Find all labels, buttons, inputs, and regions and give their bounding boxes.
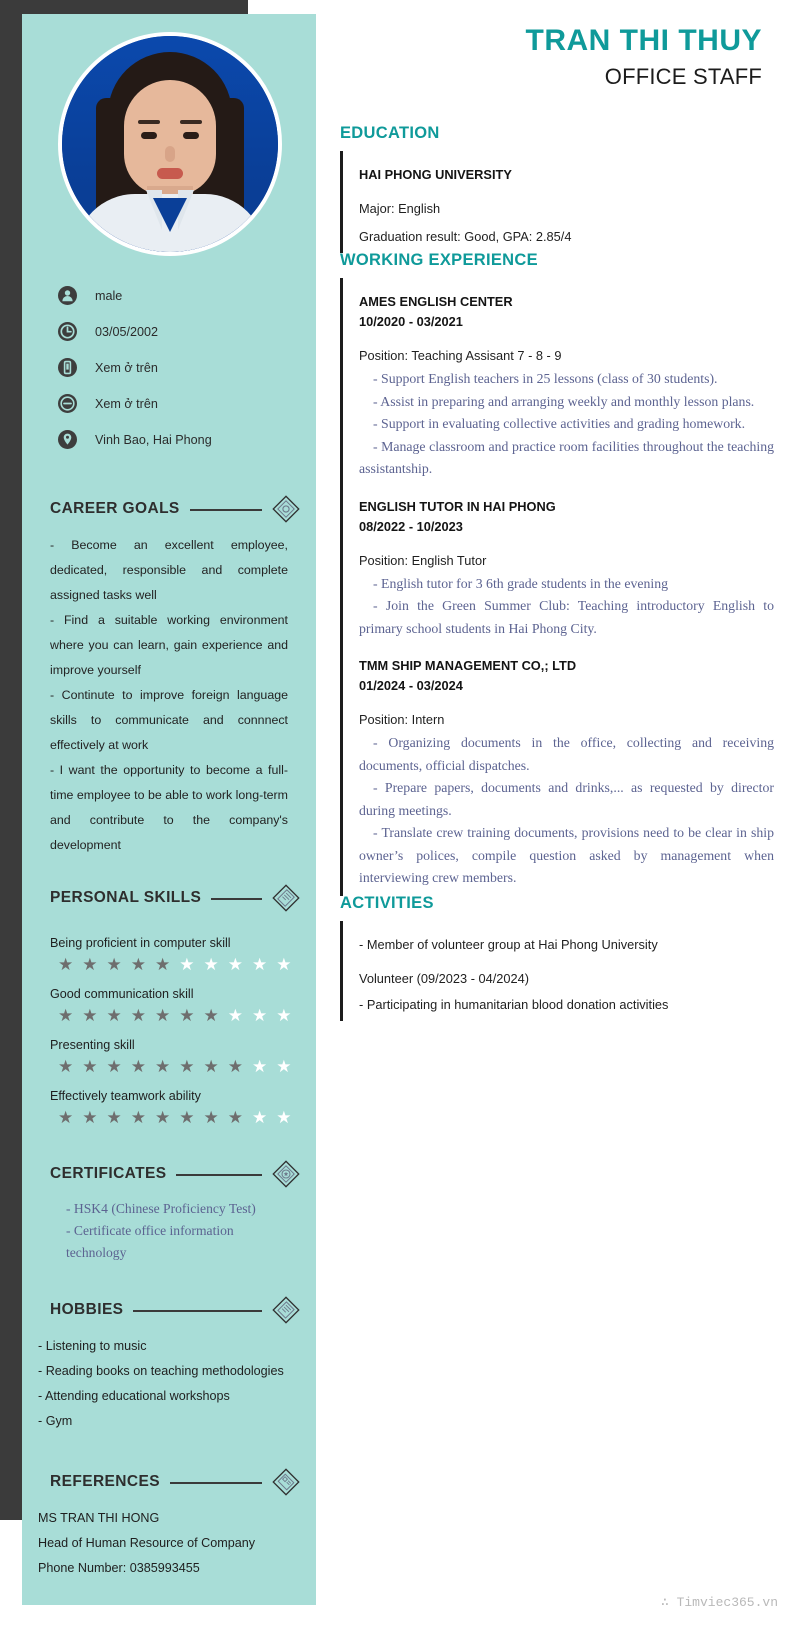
star-icon: ★ [203,1006,219,1025]
skill-label: Good communication skill [50,987,194,1001]
section-title: CERTIFICATES [50,1165,167,1182]
star-icon: ★ [155,955,171,974]
section-header [36,884,302,912]
activities-block [340,921,780,1021]
section-title: PERSONAL SKILLS [50,889,202,906]
star-icon: ★ [106,1057,122,1076]
education-line: Major: English [359,201,441,216]
job-date: 01/2024 - 03/2024 [359,678,463,693]
hobby-item: - Reading books on teaching methodologies [38,1364,284,1378]
job-position: Position: Intern [359,712,445,727]
skill-item [50,1038,292,1076]
education-line: Graduation result: Good, GPA: 2.85/4 [359,229,572,244]
hobbies-body [36,1324,302,1434]
star-icon: ★ [130,955,146,974]
portrait-face [124,80,216,196]
contact-value: 03/05/2002 [95,324,159,339]
job-bullets [359,732,774,890]
star-icon: ★ [252,1006,268,1025]
header [340,0,780,90]
school-name: HAI PHONG UNIVERSITY [359,167,512,182]
section-title: WORKING EXPERIENCE [340,251,538,269]
diamond-ornament-icon [272,884,300,912]
contact-row [58,358,320,377]
star-icon: ★ [252,1108,268,1127]
section-education [340,124,780,253]
star-icon: ★ [155,1057,171,1076]
star-icon: ★ [106,1108,122,1127]
star-icon: ★ [130,1006,146,1025]
contact-list [58,286,320,466]
job-bullet: - Organizing documents in the office, collecting and receiving documents, official dispatches. [359,735,774,773]
contact-row [58,286,320,305]
hobby-item: - Attending educational workshops [38,1389,230,1403]
activity-line: Volunteer (09/2023 - 04/2024) [359,970,530,986]
section-title: HOBBIES [50,1301,124,1318]
star-icon: ★ [130,1108,146,1127]
activity-line: - Participating in humanitarian blood donation activities [359,996,669,1012]
diamond-ornament-icon [272,495,300,523]
references-body [36,1496,302,1581]
section-references [36,1468,302,1581]
star-icon: ★ [82,1057,98,1076]
skill-rating [50,1006,292,1025]
job-date: 08/2022 - 10/2023 [359,518,463,534]
person-icon [58,286,77,305]
job-position: Position: English Tutor [359,552,487,568]
star-icon: ★ [179,955,195,974]
job-org: ENGLISH TUTOR IN HAI PHONG [359,498,556,514]
hobby-item: - Listening to music [38,1339,147,1353]
certificates-body [36,1188,302,1264]
reference-line: Head of Human Resource of Company [38,1536,256,1550]
career-goals-body [36,523,302,858]
section-activities [340,894,780,1021]
star-icon: ★ [227,1006,243,1025]
section-rule [211,898,262,900]
main-column [340,0,780,1021]
location-icon [58,430,77,449]
section-working-experience [340,251,780,896]
skill-label: Presenting skill [50,1038,135,1052]
sidebar [22,14,316,1605]
star-icon: ★ [58,1108,74,1127]
education-block [340,151,780,253]
avatar [58,32,282,256]
section-header [36,495,302,523]
star-icon: ★ [203,1108,219,1127]
skill-item [50,936,292,974]
section-rule [170,1482,262,1484]
star-icon: ★ [82,1108,98,1127]
star-icon: ★ [203,955,219,974]
job-bullets [359,573,774,641]
career-goal-item: - I want the opportunity to become a full-time employee to be able to work long-term and contribute to the company's development [50,763,288,852]
star-icon: ★ [227,955,243,974]
job-bullet: - Support English teachers in 25 lessons (class of 30 students). [373,371,718,386]
star-icon: ★ [252,1057,268,1076]
section-rule [190,509,262,511]
job-date: 10/2020 - 03/2021 [359,314,463,329]
skill-label: Effectively teamwork ability [50,1089,201,1103]
clock-icon [58,322,77,341]
star-icon: ★ [155,1006,171,1025]
job-position: Position: Teaching Assisant 7 - 8 - 9 [359,348,562,363]
star-icon: ★ [58,1006,74,1025]
contact-value: Xem ở trên [95,360,158,375]
star-icon: ★ [276,1006,292,1025]
job-bullet: - English tutor for 3 6th grade students in the evening [373,575,669,591]
hobby-item: - Gym [38,1414,73,1428]
star-icon: ★ [106,1006,122,1025]
star-icon: ★ [203,1057,219,1076]
job-bullet: - Support in evaluating collective activities and grading homework. [373,416,746,431]
career-goal-item: - Become an excellent employee, dedicated, responsible and complete assigned tasks well [50,538,288,602]
section-rule [176,1174,262,1176]
star-icon: ★ [155,1108,171,1127]
activity-line: - Member of volunteer group at Hai Phong University [359,936,658,952]
section-hobbies [36,1296,302,1434]
star-icon: ★ [276,955,292,974]
job-entry [340,487,780,647]
reference-line: MS TRAN THI HONG [38,1511,160,1525]
skill-rating [50,955,292,974]
star-icon: ★ [252,955,268,974]
section-certificates [36,1160,302,1264]
star-icon: ★ [58,955,74,974]
star-icon: ★ [276,1108,292,1127]
skill-label: Being proficient in computer skill [50,936,231,950]
certificate-item: - HSK4 (Chinese Proficiency Test) [66,1201,256,1216]
star-icon: ★ [179,1057,195,1076]
job-bullets [359,368,774,481]
job-bullet: - Translate crew training documents, provisions need to be clear in ship owner’s polices, compile question asked by management when interviewing crew members. [359,825,774,885]
section-header [36,1468,302,1496]
section-header [36,1296,302,1324]
job-bullet: - Prepare papers, documents and drinks,... as requested by director during meetings. [359,780,774,818]
star-icon: ★ [227,1108,243,1127]
contact-value: male [95,288,123,303]
reference-line: Phone Number: 0385993455 [38,1561,200,1575]
section-header [36,1160,302,1188]
job-org: TMM SHIP MANAGEMENT CO,; LTD [359,658,577,673]
job-entry [340,278,780,487]
page-title: TRAN THI THUY [525,24,762,57]
avatar-photo [62,36,278,252]
skill-rating [50,1108,292,1127]
certificate-item: - Certificate office information technology [66,1223,234,1260]
star-icon: ★ [58,1057,74,1076]
star-icon: ★ [82,955,98,974]
diamond-ornament-icon [272,1296,300,1324]
job-entry [340,646,780,896]
career-goal-item: - Find a suitable working environment where you can learn, gain experience and improve yourself [50,613,288,677]
section-title: EDUCATION [340,124,440,142]
star-icon: ★ [227,1057,243,1076]
career-goal-item: - Continute to improve foreign language skills to communicate and connnect effectively at work [50,688,288,752]
job-bullet: - Assist in preparing and arranging weekly and monthly lesson plans. [373,393,755,409]
star-icon: ★ [106,955,122,974]
job-title: OFFICE STAFF [604,64,762,89]
star-icon: ★ [179,1006,195,1025]
section-rule [133,1310,262,1312]
diamond-ornament-icon [272,1468,300,1496]
star-icon: ★ [82,1006,98,1025]
section-career-goals [36,495,302,858]
section-title: ACTIVITIES [340,893,434,912]
email-icon [58,394,77,413]
skill-item [50,987,292,1025]
star-icon: ★ [130,1057,146,1076]
skill-rating [50,1057,292,1076]
job-org: AMES ENGLISH CENTER [359,294,513,309]
star-icon: ★ [179,1108,195,1127]
section-title: CAREER GOALS [50,500,180,517]
job-bullet: - Join the Green Summer Club: Teaching introductory English to primary school students in Hai Phong City. [359,598,774,636]
star-icon: ★ [276,1057,292,1076]
phone-icon [58,358,77,377]
section-personal-skills [36,884,302,1126]
job-bullet: - Manage classroom and practice room facilities throughout the teaching assistantship. [359,438,774,476]
section-title: REFERENCES [50,1473,160,1490]
site-watermark: ∴ Timviec365.vn [660,1595,778,1610]
skill-item [50,1089,292,1127]
contact-value: Vinh Bao, Hai Phong [95,432,212,447]
personal-skills-body [36,912,302,1126]
contact-row [58,394,320,413]
contact-value: Xem ở trên [95,396,158,411]
contact-row [58,430,320,449]
diamond-ornament-icon [272,1160,300,1188]
contact-row [58,322,320,341]
